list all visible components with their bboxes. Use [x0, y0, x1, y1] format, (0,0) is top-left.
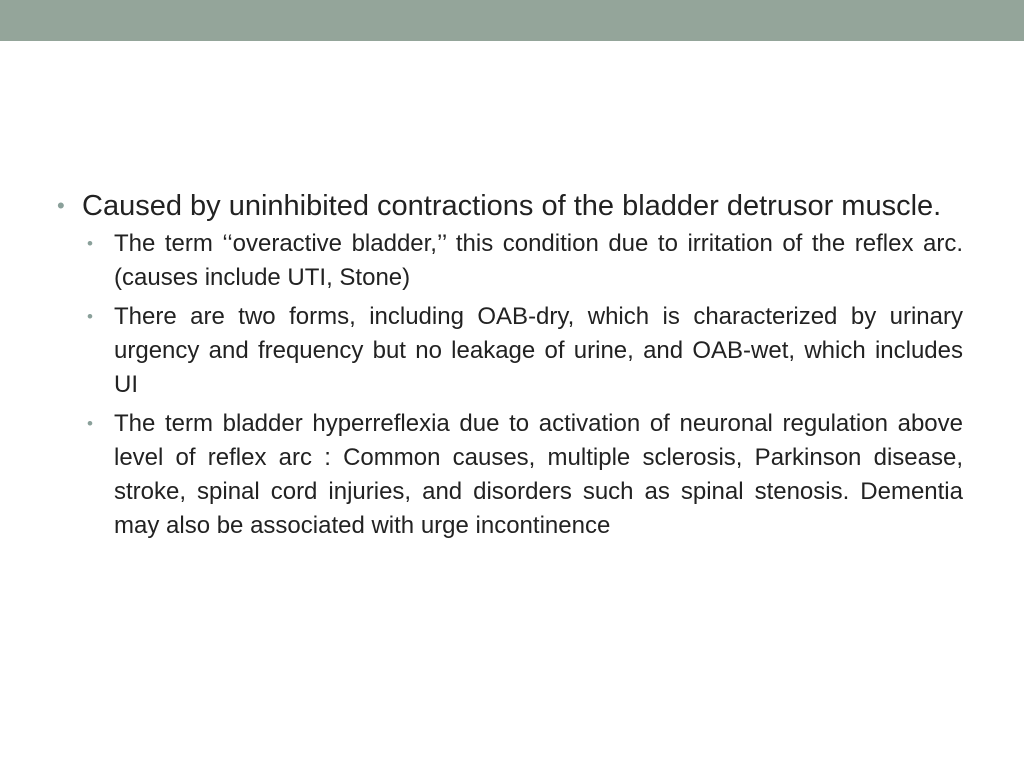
bullet-main-text: Caused by uninhibited contractions of the bladder detrusor muscle. [82, 190, 942, 222]
top-accent-bar [0, 0, 1024, 41]
bullet-dot-icon: • [87, 307, 93, 326]
sub-bullet-2 [87, 300, 963, 402]
sub-bullet-1 [87, 227, 963, 295]
bullet-dot-icon: • [87, 234, 93, 253]
bullet-dot-icon: • [87, 414, 93, 433]
bullet-dot-icon: • [57, 193, 65, 218]
sub-bullet-1-text: The term ‘‘overactive bladder,’’ this condition due to irritation of the reflex arc. (causes include UTI, Stone) [114, 230, 963, 291]
sub-bullet-3 [87, 407, 963, 543]
slide-body [57, 189, 963, 548]
sub-bullet-list [87, 227, 963, 543]
sub-bullet-2-text: There are two forms, including OAB-dry, which is characterized by urinary urgency and frequency but no leakage of urine, and OAB-wet, which includes UI [114, 303, 963, 398]
sub-bullet-3-text: The term bladder hyperreflexia due to activation of neuronal regulation above level of reflex arc : Common causes, multiple sclerosis, Parkinson disease, stroke, spinal cord injuries, and disorders such as spinal stenosis. Dementia may also be associated with urge incontinence [114, 410, 963, 539]
bullet-main [57, 189, 963, 223]
